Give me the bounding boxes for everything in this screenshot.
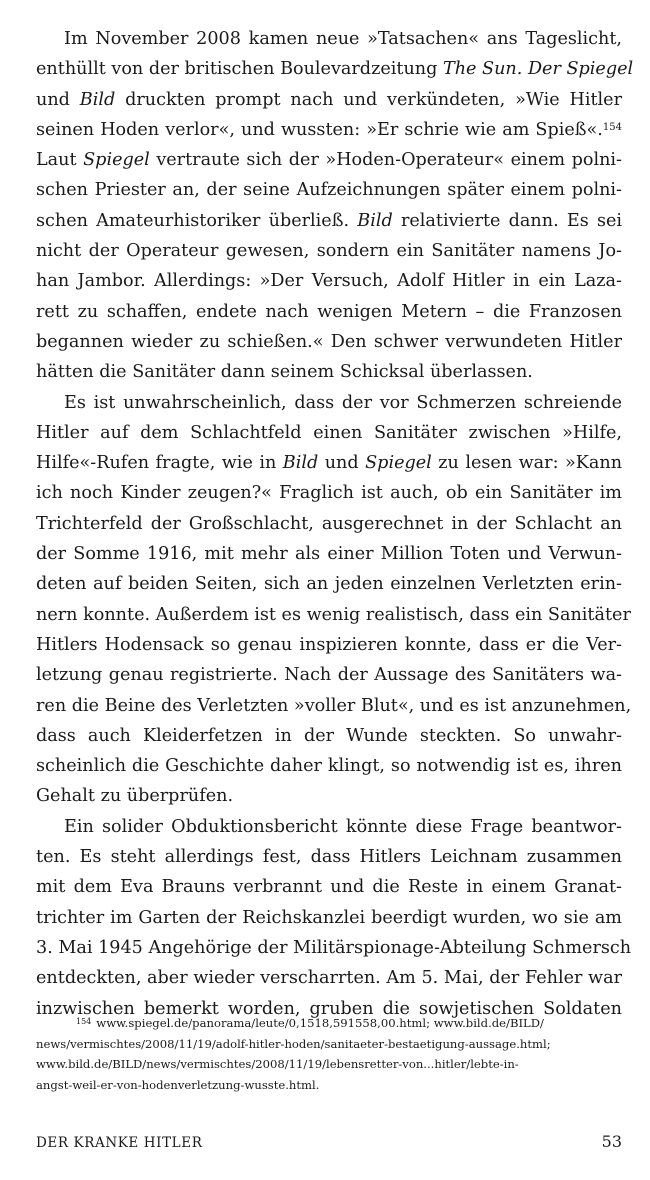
footnote-line: $^{154}$ www.spiegel.de/panorama/leute/0,1518,591558,00.html; www.bild.de/BILD/ — [76, 1016, 544, 1030]
footnote-reference: 154 — [602, 121, 622, 133]
text-line: enthüllt von der britischen Boulevardzeitung The Sun. Der Spiegel — [36, 59, 634, 80]
running-head: DER KRANKE HITLER — [36, 1135, 203, 1151]
text-line: han Jambor. Allerdings: »Der Versuch, Adolf Hitler in ein Laza- — [36, 271, 622, 292]
publication-name: Spiegel — [83, 150, 150, 171]
footnote-line: angst-weil-er-von-hodenverletzung-wusste.html. — [36, 1077, 320, 1092]
body-text — [36, 24, 634, 1024]
text-line: nern konnte. Außerdem ist es wenig realistisch, dass ein Sanitäter — [36, 604, 631, 625]
text-line: begannen wieder zu schießen.« Den schwer verwundeten Hitler — [36, 331, 622, 352]
text-line: letzung genau registrierte. Nach der Aussage des Sanitäters wa- — [36, 665, 622, 686]
text-line: 3. Mai 1945 Angehörige der Militärspionage-Abteilung Schmersch — [36, 937, 632, 958]
text-line: scheinlich die Geschichte daher klingt, so notwendig ist es, ihren — [36, 756, 622, 777]
publication-name: The Sun. Der Spiegel — [442, 59, 634, 80]
text-line: rett zu schaffen, endete nach wenigen Metern – die Franzosen — [36, 301, 622, 322]
text-line: Im November 2008 kamen neue »Tatsachen« ans Tageslicht, — [64, 29, 622, 49]
text-line: ich noch Kinder zeugen?« Fraglich ist auch, ob ein Sanitäter im — [36, 483, 622, 504]
footnote-line: news/vermischtes/2008/11/19/adolf-hitler-hoden/sanitaeter-bestaetigung-aussage.html; — [36, 1036, 551, 1051]
text-line: entdeckten, aber wieder verscharrten. Am 5. Mai, der Fehler war — [36, 968, 622, 989]
text-line: ten. Es steht allerdings fest, dass Hitlers Leichnam zusammen — [36, 847, 622, 868]
footnote — [36, 1013, 622, 1095]
publication-name: Spiegel — [365, 453, 432, 474]
text-line: Gehalt zu überprüfen. — [36, 786, 234, 807]
text-line: trichter im Garten der Reichskanzlei beerdigt wurden, wo sie am — [36, 907, 622, 928]
text-line: mit dem Eva Brauns verbrannt und die Reste in einem Granat- — [36, 877, 622, 898]
text-line: nicht der Operateur gewesen, sondern ein Sanitäter namens Jo- — [36, 241, 622, 262]
text-line: Trichterfeld der Großschlacht, ausgerechnet in der Schlacht an — [36, 513, 622, 534]
publication-name: Bild — [282, 453, 319, 474]
publication-name: Bild — [79, 89, 116, 110]
footnote-line: www.bild.de/BILD/news/vermischtes/2008/11/19/lebensretter-von...hitler/lebte-in- — [36, 1057, 519, 1071]
text-line: hätten die Sanitäter dann seinem Schicksal überlassen. — [36, 362, 533, 383]
text-line: schen Priester an, der seine Aufzeichnungen später einem polni- — [36, 180, 622, 201]
footnote-number: 154 — [76, 1017, 92, 1026]
text-line: Laut Spiegel vertraute sich der »Hoden-Operateur« einem polni- — [36, 150, 622, 171]
text-line: Es ist unwahrscheinlich, dass der vor Schmerzen schreiende — [64, 392, 622, 413]
text-line: seinen Hoden verlor«, und wussten: »Er schrie wie am Spieß«.$^{154}$ — [36, 119, 622, 140]
text-line: Hitlers Hodensack so genau inspizieren konnte, dass er die Ver- — [36, 634, 622, 655]
text-line: inzwischen bemerkt worden, gruben die sowjetischen Soldaten — [36, 998, 622, 1019]
publication-name: Bild — [357, 210, 393, 231]
text-line: deten auf beiden Seiten, sich an jeden einzelnen Verletzten erin- — [36, 574, 622, 595]
text-line: Hilfe«-Rufen fragte, wie in Bild und Spiegel zu lesen war: »Kann — [36, 453, 623, 474]
text-line: und Bild druckten prompt nach und verkündeten, »Wie Hitler — [36, 89, 622, 110]
page-number: 53 — [601, 1132, 622, 1151]
text-line: schen Amateurhistoriker überließ. Bild relativierte dann. Es sei — [36, 210, 623, 231]
text-line: dass auch Kleiderfetzen in der Wunde steckten. So unwahr- — [36, 725, 622, 746]
text-line: Hitler auf dem Schlachtfeld einen Sanitäter zwischen »Hilfe, — [36, 422, 622, 443]
text-line: der Somme 1916, mit mehr als einer Million Toten und Verwun- — [36, 544, 622, 565]
text-line: ren die Beine des Verletzten »voller Blut«, und es ist anzunehmen, — [36, 695, 632, 716]
text-line: Ein solider Obduktionsbericht könnte diese Frage beantwor- — [64, 816, 622, 837]
